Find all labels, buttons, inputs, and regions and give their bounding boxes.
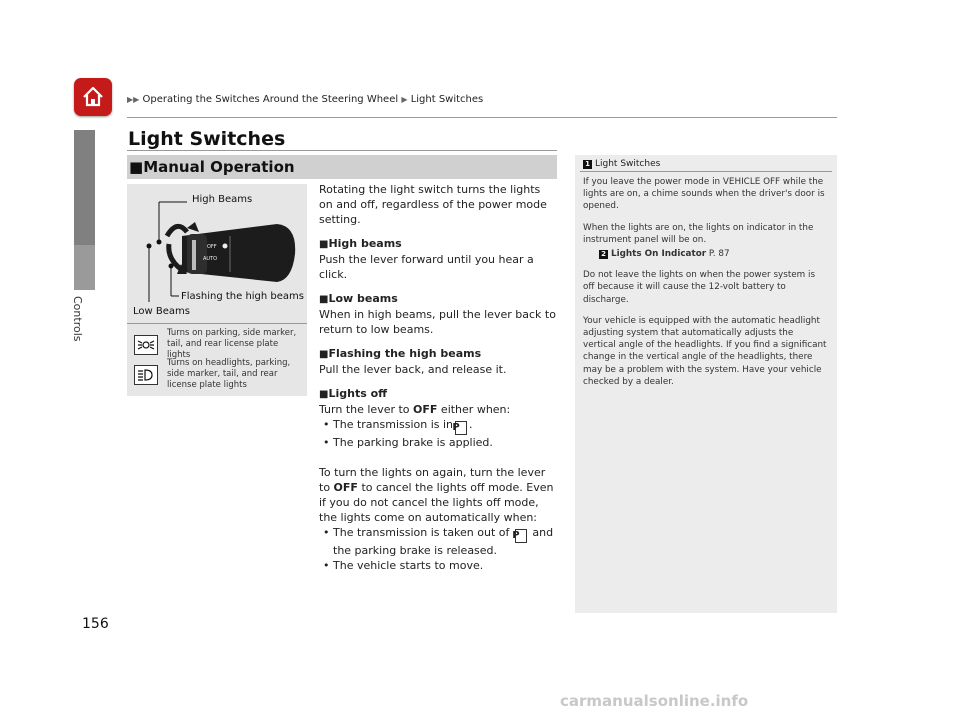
bullet-parking-brake: • The parking brake is applied. (323, 436, 493, 449)
high-beams-heading: ■High beams (319, 237, 402, 250)
breadcrumb-arrow-icon: ▶▶ (127, 95, 140, 104)
note-divider (580, 171, 832, 172)
section-heading-text: Manual Operation (143, 158, 295, 176)
legend-row-parking (134, 328, 304, 361)
low-beams-label: Low Beams (133, 306, 190, 317)
section-heading (127, 155, 557, 179)
lever-off-mark: OFF (207, 244, 217, 250)
note-title: 1 Light Switches (583, 159, 660, 169)
legend-divider (127, 323, 307, 324)
breadcrumb-arrow-icon: ▶ (401, 95, 408, 104)
header-divider (127, 117, 837, 118)
main-body-text (319, 182, 557, 573)
lights-off-text: Turn the lever to OFF either when: (319, 403, 511, 416)
home-icon (81, 85, 105, 109)
breadcrumb-item-parent[interactable]: Operating the Switches Around the Steering Wheel (142, 94, 399, 105)
note-paragraph: When the lights are on, the lights on indicator in the instrument panel will be on. (583, 222, 814, 245)
high-beams-label: High Beams (192, 194, 253, 205)
legend-row-headlights (134, 358, 304, 391)
page-number: 156 (82, 616, 109, 632)
flashing-heading: ■Flashing the high beams (319, 347, 482, 360)
lever-auto-mark: AUTO (203, 256, 218, 262)
bullet-transmission: • The transmission is inP . (323, 418, 473, 433)
note-body (583, 176, 828, 397)
headlights-icon (134, 365, 158, 385)
title-divider (127, 150, 557, 151)
breadcrumb (127, 94, 483, 105)
side-tab-block-top (74, 130, 95, 245)
page-title: Light Switches (128, 128, 286, 150)
lever-illustration (127, 184, 307, 324)
note-paragraph: Do not leave the lights on when the power system is off because it will cause the 12-volt battery to discharge. (583, 270, 816, 305)
lights-on-indicator-link[interactable]: 2 Lights On Indicator P. 87 (583, 248, 828, 260)
legend-text-headlights: Turns on headlights, parking, side marker, tail, and rear license plate lights (167, 358, 291, 390)
flashing-text: Pull the lever back, and release it. (319, 363, 507, 376)
side-section-label: Controls (71, 296, 84, 342)
home-button[interactable] (74, 78, 112, 116)
lights-off-heading: ■Lights off (319, 387, 388, 400)
flashing-label: Flashing the high beams (181, 291, 304, 302)
breadcrumb-item-current[interactable]: Light Switches (410, 94, 484, 105)
section-marker: ■ (129, 158, 144, 176)
parking-lights-icon (134, 335, 158, 355)
low-beams-text: When in high beams, pull the lever back to return to low beams. (319, 308, 556, 336)
low-beams-heading: ■Low beams (319, 292, 398, 305)
watermark: carmanualsonline.info (560, 692, 749, 710)
high-beams-text: Push the lever forward until you hear a click. (319, 253, 534, 281)
lights-on-again-text: To turn the lights on again, turn the lever to OFF to cancel the lights off mode. Even if you do not cancel the lights off mode, the lights come on automatically when: (319, 466, 554, 524)
note-paragraph: Your vehicle is equipped with the automatic headlight adjusting system that automatically adjusts the vertical angle of the headlights. If you find a significant change in the vertical angle of the headlights, there may be a problem with the system. Have your vehicle checked by a dealer. (583, 315, 827, 387)
legend-text-parking: Turns on parking, side marker, tail, and rear license plate lights (167, 328, 297, 360)
side-tab-block-bottom (74, 245, 95, 290)
bullet-transmission-out: • The transmission is taken out of P and the parking brake is released. (323, 526, 554, 557)
p-key-icon: P (455, 421, 467, 435)
reference-arrow-icon: 2 (599, 250, 608, 259)
p-key-icon: P (515, 529, 527, 543)
intro-paragraph: Rotating the light switch turns the lights on and off, regardless of the power mode setting. (319, 183, 547, 226)
note-marker-icon: 1 (583, 160, 592, 169)
bullet-vehicle-moves: • The vehicle starts to move. (323, 559, 484, 572)
note-paragraph: If you leave the power mode in VEHICLE OFF while the lights are on, a chime sounds when the driver's door is opened. (583, 177, 825, 212)
